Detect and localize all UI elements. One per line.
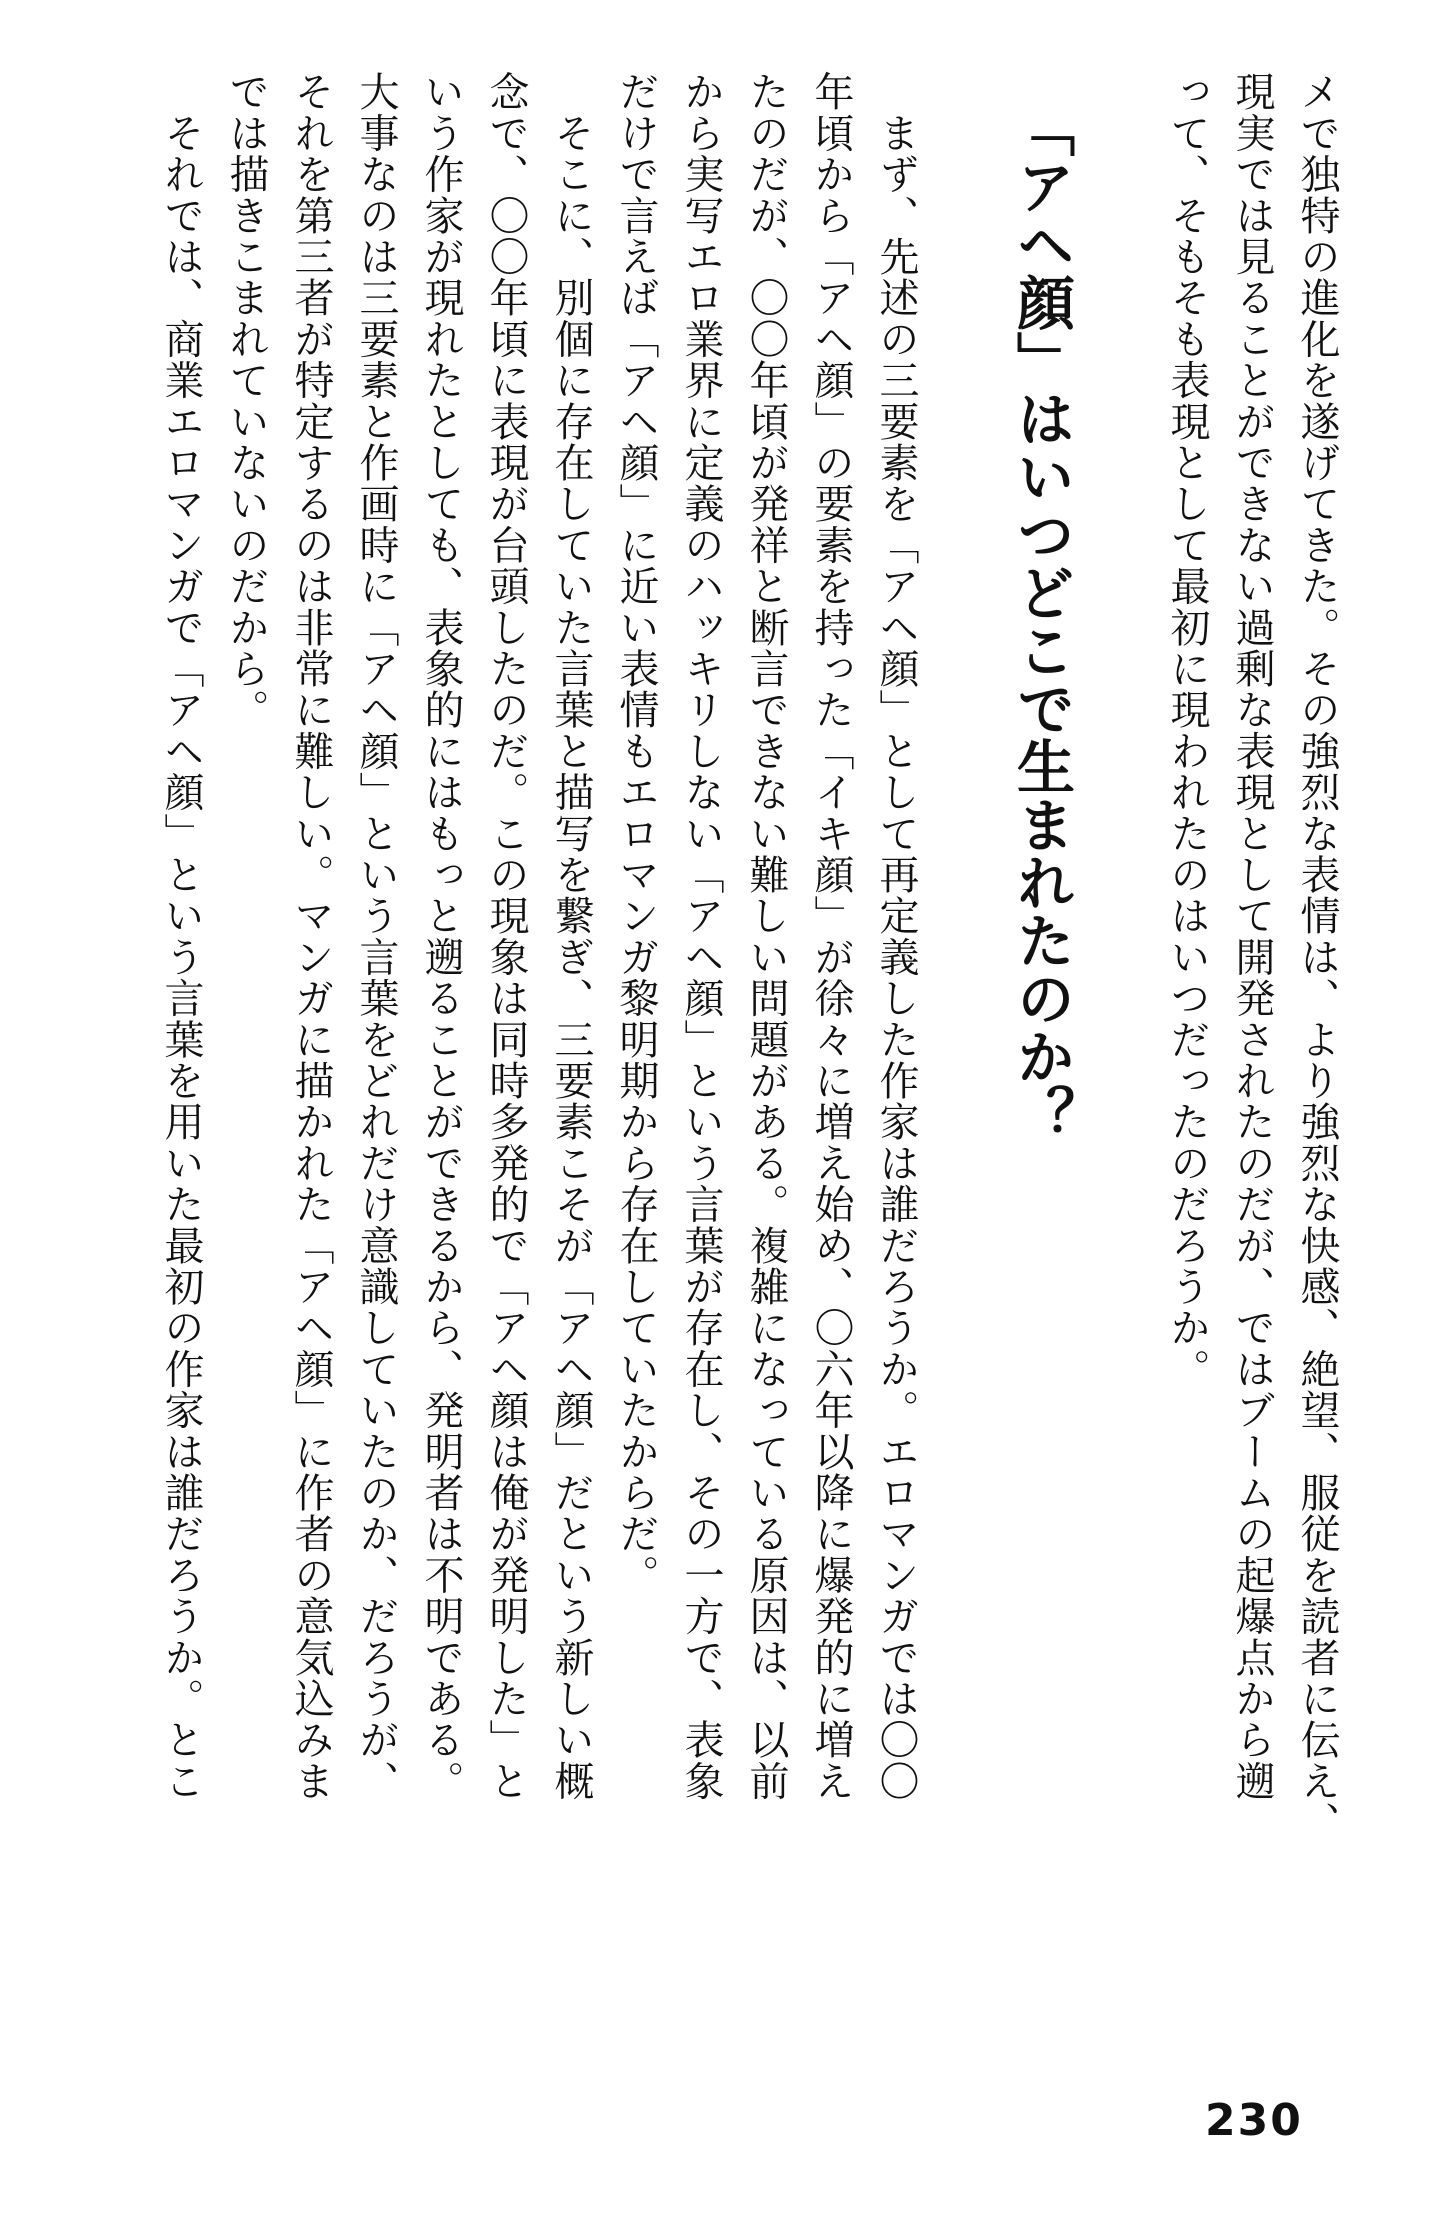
text-column: から実写エロ業界に定義のハッキリしない「アヘ顔」という言葉が存在し、その一方で、表象 [678, 71, 724, 1802]
text-column: って、そもそも表現として最初に現われたのはいつだったのだろうか。 [1164, 71, 1210, 1390]
text-column: 年頃から「アヘ顔」の要素を持った「イキ顔」が徐々に増え始め、〇六年以降に爆発的に増え [808, 71, 854, 1802]
page-text [148, 71, 1349, 1871]
text-column: それを第三者が特定するのは非常に難しい。マンガに描かれた「アヘ顔」に作者の意気込みま [288, 71, 334, 1802]
text-column: たのだが、〇〇年頃が発祥と断言できない難しい問題がある。複雑になっている原因は、以前 [743, 71, 789, 1802]
text-column: だけで言えば「アヘ顔」に近い表情もエロマンガ黎明期から存在していたからだ。 [613, 71, 659, 1596]
section-heading: 「アヘ顔」はいつどこで生まれたのか？ [1007, 99, 1075, 1143]
text-column: 念で、〇〇年頃に表現が台頭したのだ。この現象は同時多発的で「アヘ顔は俺が発明した」と [483, 71, 529, 1802]
text-column: いう作家が現れたとしても、表象的にはもっと遡ることができるから、発明者は不明である。 [418, 71, 464, 1802]
text-column: まず、先述の三要素を「アヘ顔」として再定義した作家は誰だろうか。エロマンガでは〇〇 [873, 71, 919, 1802]
page-number: 230 [1205, 2095, 1303, 2146]
text-column: 現実では見ることができない過剰な表現として開発されたのだが、ではブームの起爆点から遡 [1229, 71, 1275, 1802]
text-column: 大事なのは三要素と作画時に「アヘ顔」という言葉をどれだけ意識していたのか、だろうが、 [353, 71, 399, 1802]
text-column: それでは、商業エロマンガで「アヘ顔」という言葉を用いた最初の作家は誰だろうか。とこ [158, 71, 204, 1802]
section-heading-area [928, 71, 1154, 1871]
text-column: では描きこまれていないのだから。 [223, 71, 269, 731]
text-column: メで独特の進化を遂げてきた。その強烈な表情は、より強烈な快感、絶望、服従を読者に伝え、 [1294, 71, 1340, 1843]
text-column: そこに、別個に存在していた言葉と描写を繋ぎ、三要素こそが「アヘ顔」だという新しい概 [548, 71, 594, 1802]
